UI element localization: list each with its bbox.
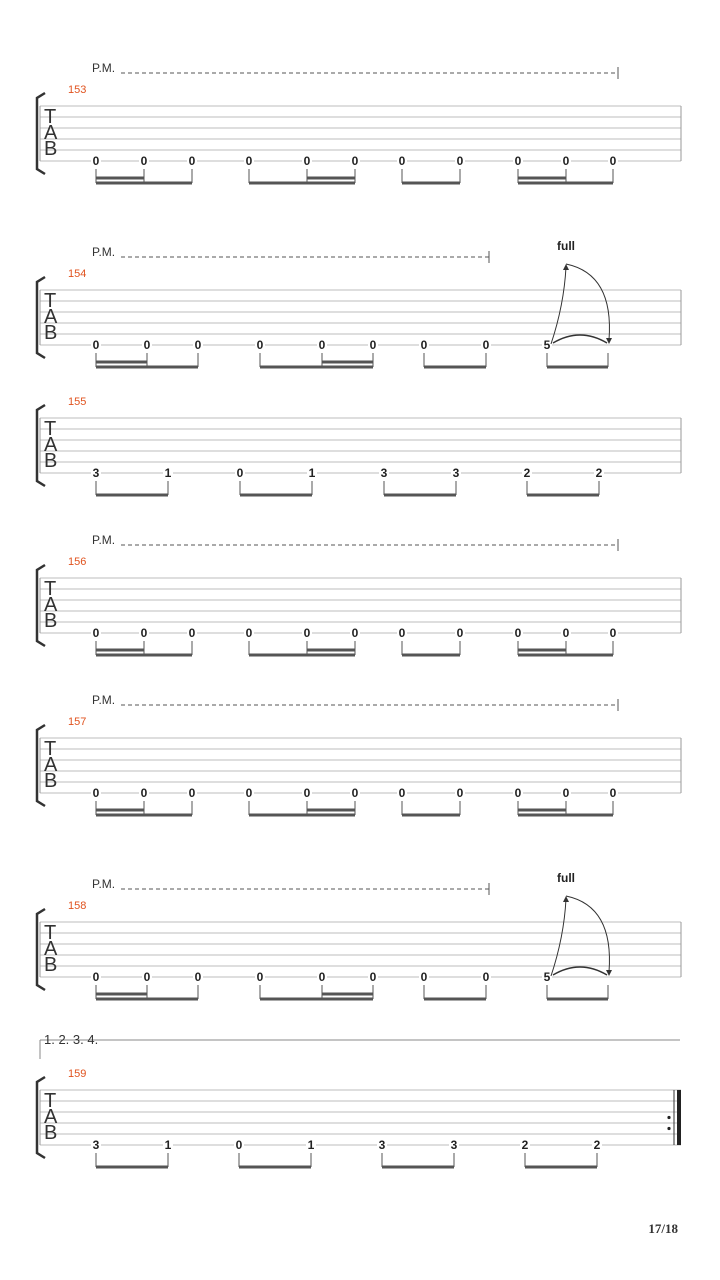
tab-clef-letter: T [44, 290, 57, 312]
fret-number: 0 [482, 338, 490, 352]
fret-number: 2 [523, 466, 531, 480]
fret-number: 0 [256, 338, 264, 352]
fret-number: 0 [514, 786, 522, 800]
repeat-thick-bar [677, 1090, 681, 1145]
tab-clef-letter: A [44, 306, 58, 328]
fret-number: 0 [351, 154, 359, 168]
fret-number: 0 [188, 154, 196, 168]
fret-number: 0 [351, 626, 359, 640]
tab-clef-letter: B [44, 770, 58, 792]
tab-system [37, 61, 681, 183]
fret-number: 3 [452, 466, 460, 480]
measure-number: 153 [68, 84, 87, 96]
fret-number: 0 [140, 626, 148, 640]
tab-clef-letter: T [44, 922, 57, 944]
fret-number: 0 [456, 786, 464, 800]
measure-number: 159 [68, 1068, 87, 1080]
tab-clef-letter: B [44, 610, 58, 632]
fret-number: 0 [303, 786, 311, 800]
fret-number: 0 [369, 970, 377, 984]
fret-number: 0 [514, 154, 522, 168]
fret-number: 0 [188, 626, 196, 640]
fret-number: 0 [143, 970, 151, 984]
bend-label: full [557, 239, 575, 253]
measure-number: 158 [68, 900, 87, 912]
fret-number: 0 [194, 338, 202, 352]
fret-number: 0 [398, 626, 406, 640]
fret-number: 0 [318, 970, 326, 984]
fret-number: 0 [303, 626, 311, 640]
palm-mute-label: P.M. [92, 533, 116, 547]
fret-number: 0 [514, 626, 522, 640]
fret-number: 0 [609, 786, 617, 800]
bend-arrow [551, 267, 566, 344]
fret-number: 0 [235, 1138, 243, 1152]
fret-number: 0 [398, 154, 406, 168]
tab-clef-letter: B [44, 138, 58, 160]
fret-number: 3 [450, 1138, 458, 1152]
fret-number: 0 [456, 154, 464, 168]
tab-clef-letter: A [44, 122, 58, 144]
fret-number: 0 [245, 786, 253, 800]
bend-label: full [557, 871, 575, 885]
fret-number: 3 [92, 1138, 100, 1152]
fret-number: 0 [143, 338, 151, 352]
fret-number: 0 [92, 338, 100, 352]
fret-number: 0 [420, 970, 428, 984]
fret-number: 0 [256, 970, 264, 984]
tab-clef-letter: T [44, 738, 57, 760]
tab-system [37, 693, 681, 815]
fret-number: 0 [92, 786, 100, 800]
tab-clef-letter: T [44, 1090, 57, 1112]
fret-number: 0 [420, 338, 428, 352]
bend-tie [553, 335, 607, 343]
fret-number: 3 [92, 466, 100, 480]
volta-label: 1. 2. 3. 4. [44, 1032, 99, 1047]
fret-number: 0 [482, 970, 490, 984]
measure-number: 155 [68, 396, 87, 408]
tab-clef-letter: A [44, 1106, 58, 1128]
fret-number: 1 [164, 1138, 172, 1152]
tab-clef-letter: A [44, 594, 58, 616]
fret-number: 2 [521, 1138, 529, 1152]
page-number: 17/18 [648, 1221, 678, 1236]
fret-number: 0 [456, 626, 464, 640]
tab-clef-letter: A [44, 754, 58, 776]
bend-tie [553, 967, 607, 975]
fret-number: 0 [236, 466, 244, 480]
tab-system [37, 871, 681, 999]
fret-number: 3 [380, 466, 388, 480]
fret-number: 0 [92, 626, 100, 640]
fret-number: 0 [92, 970, 100, 984]
measure-number: 157 [68, 716, 87, 728]
fret-number: 0 [398, 786, 406, 800]
tab-clef-letter: B [44, 450, 58, 472]
tab-clef-letter: T [44, 578, 57, 600]
tab-clef-letter: A [44, 434, 58, 456]
fret-number: 0 [92, 154, 100, 168]
fret-number: 0 [245, 154, 253, 168]
fret-number: 0 [562, 626, 570, 640]
tab-system [37, 396, 681, 495]
palm-mute-label: P.M. [92, 877, 116, 891]
fret-number: 0 [351, 786, 359, 800]
tab-clef-letter: B [44, 322, 58, 344]
tab-clef-letter: A [44, 938, 58, 960]
tab-clef-letter: T [44, 106, 57, 128]
measure-number: 154 [68, 268, 87, 280]
tab-clef-letter: B [44, 954, 58, 976]
fret-number: 1 [308, 466, 316, 480]
tab-system [37, 239, 681, 367]
tab-system [37, 1032, 681, 1167]
fret-number: 0 [609, 626, 617, 640]
fret-number: 5 [543, 970, 551, 984]
fret-number: 0 [140, 786, 148, 800]
palm-mute-label: P.M. [92, 693, 116, 707]
repeat-dot [667, 1127, 670, 1130]
measure-number: 156 [68, 556, 87, 568]
fret-number: 5 [543, 338, 551, 352]
repeat-dot [667, 1116, 670, 1119]
fret-number: 0 [140, 154, 148, 168]
palm-mute-label: P.M. [92, 61, 116, 75]
fret-number: 0 [609, 154, 617, 168]
fret-number: 2 [593, 1138, 601, 1152]
fret-number: 0 [369, 338, 377, 352]
fret-number: 0 [188, 786, 196, 800]
fret-number: 2 [595, 466, 603, 480]
fret-number: 1 [164, 466, 172, 480]
fret-number: 0 [303, 154, 311, 168]
fret-number: 0 [245, 626, 253, 640]
fret-number: 1 [307, 1138, 315, 1152]
bend-arrow [551, 899, 566, 976]
tab-system [37, 533, 681, 655]
release-arrow [566, 264, 609, 340]
fret-number: 3 [378, 1138, 386, 1152]
fret-number: 0 [562, 786, 570, 800]
fret-number: 0 [562, 154, 570, 168]
fret-number: 0 [194, 970, 202, 984]
release-arrow [566, 896, 609, 972]
tab-clef-letter: B [44, 1122, 58, 1144]
fret-number: 0 [318, 338, 326, 352]
tab-clef-letter: T [44, 418, 57, 440]
palm-mute-label: P.M. [92, 245, 116, 259]
